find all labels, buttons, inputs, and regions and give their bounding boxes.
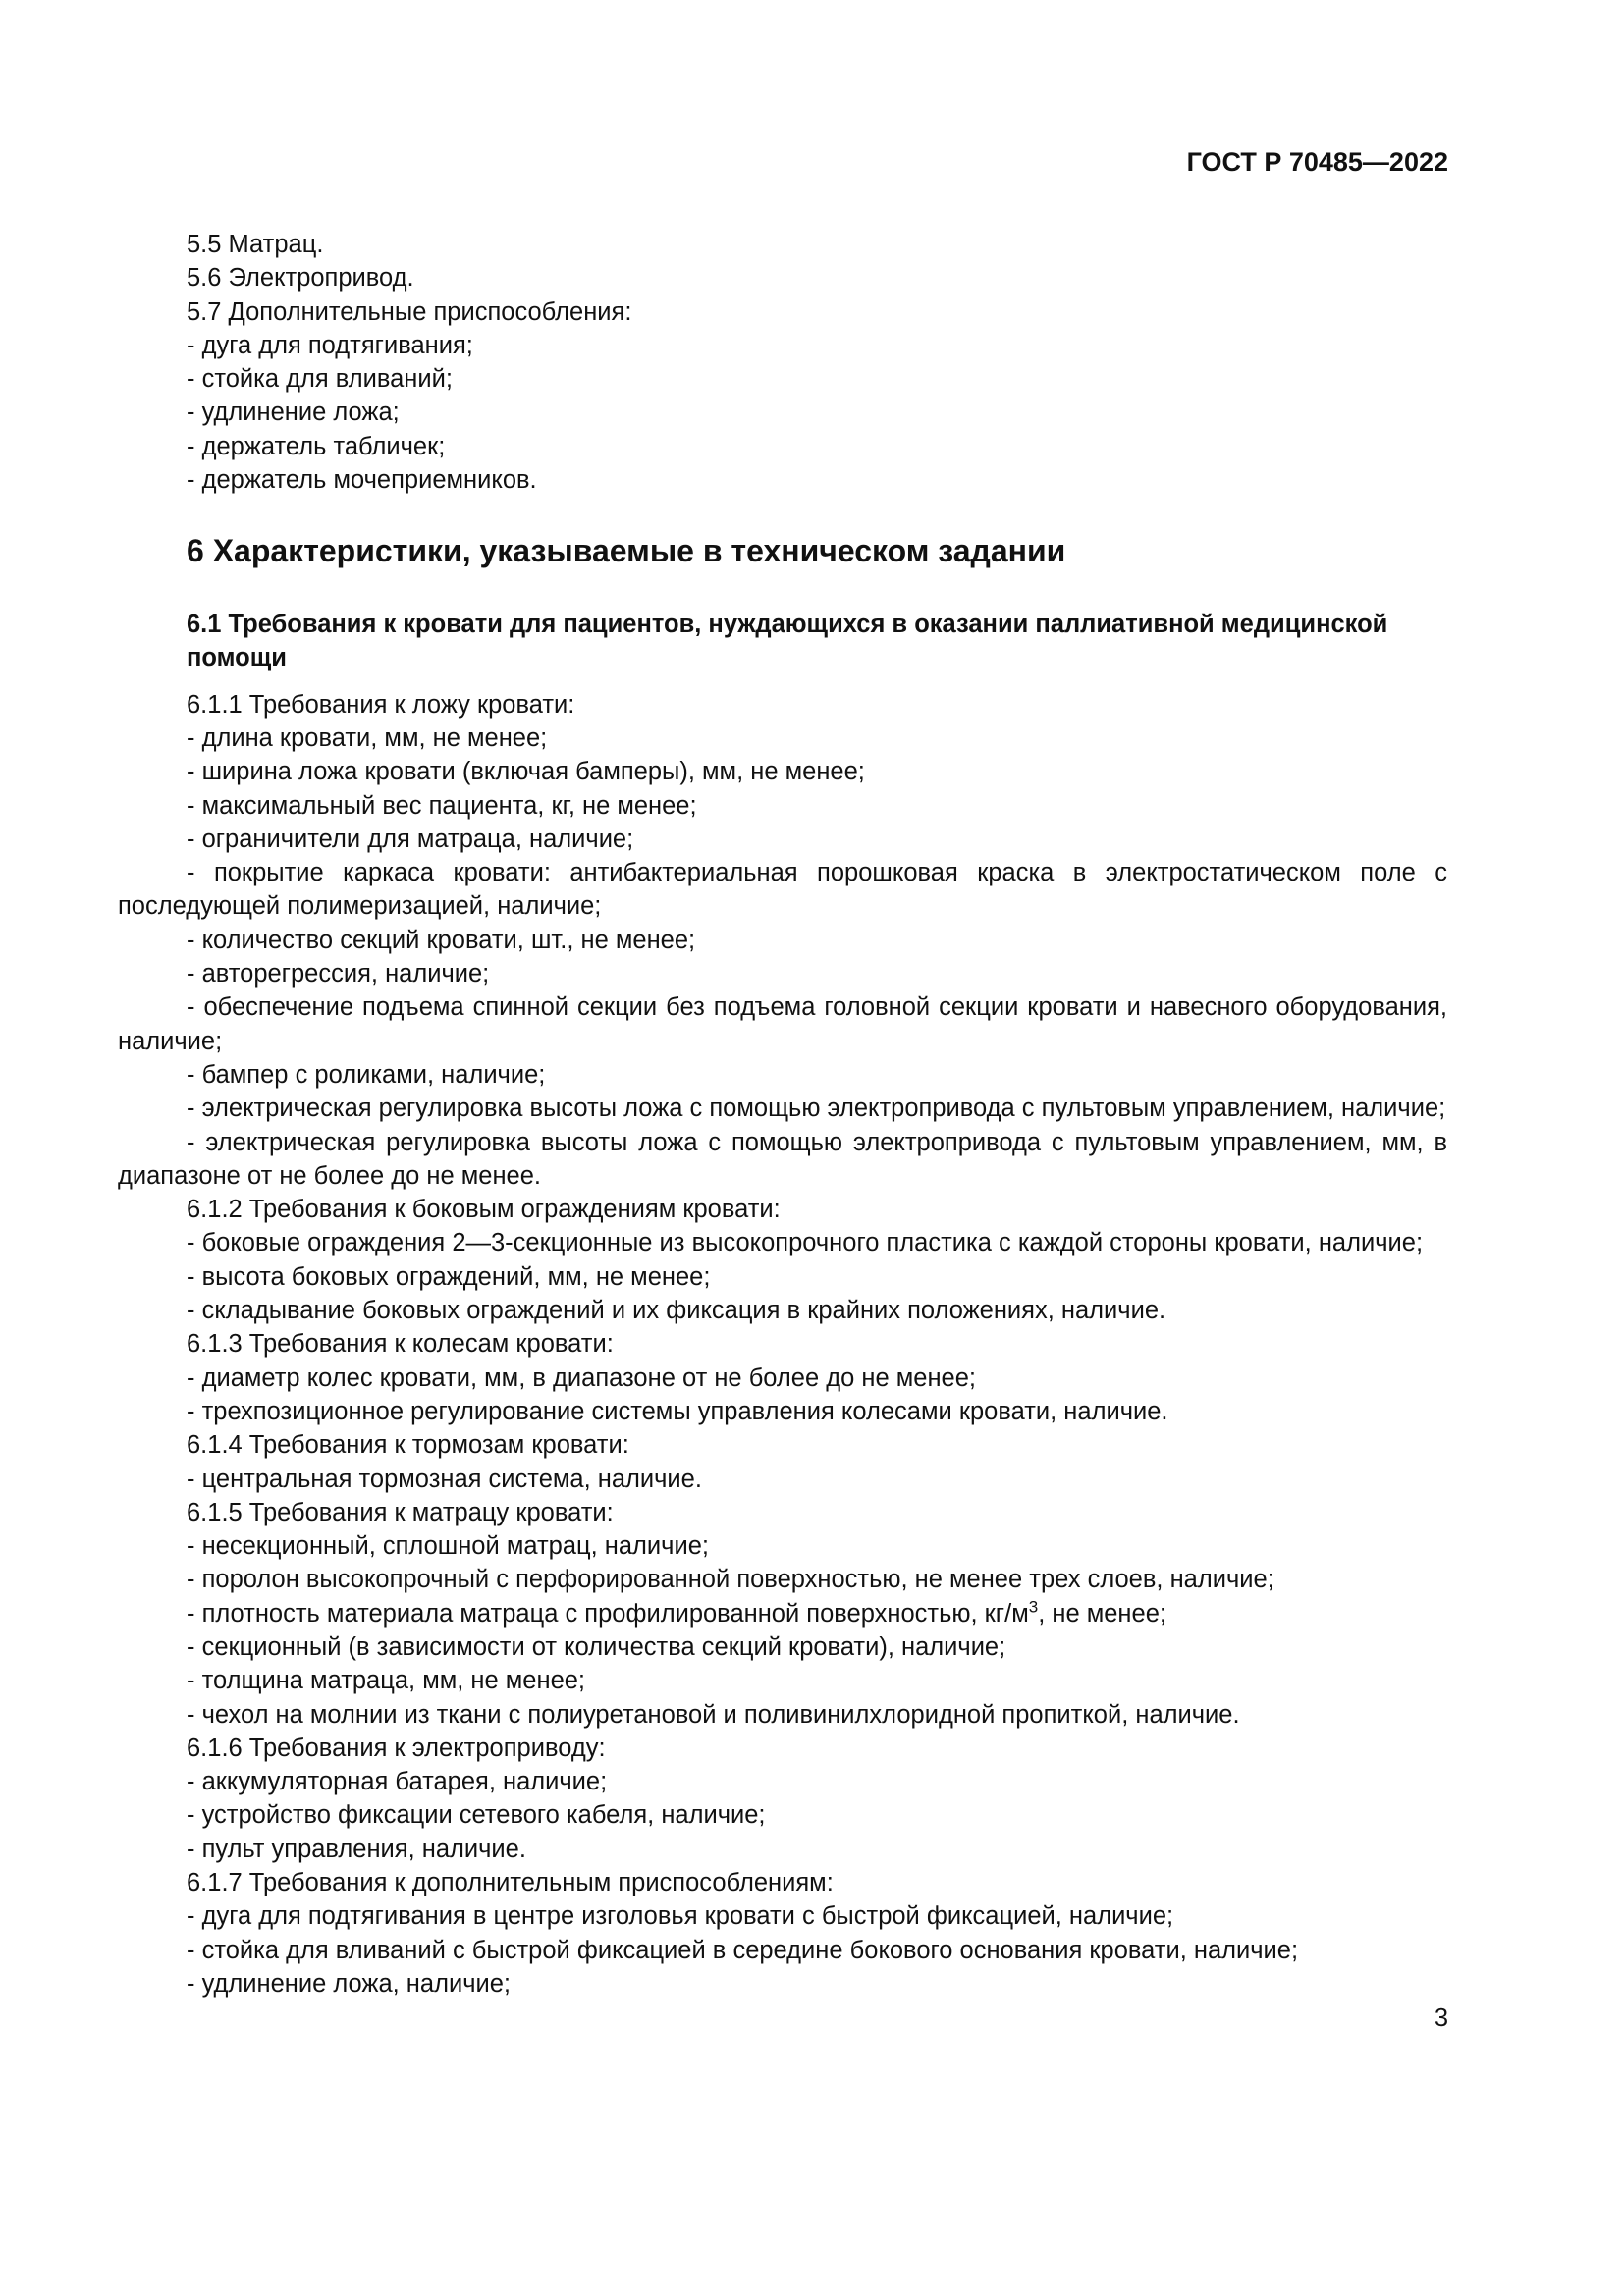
- body-line: - бампер с роликами, наличие;: [187, 1060, 546, 1089]
- body-paragraph: - электрическая регулировка высоты ложа с помощью электропривода с пультовым управлением, мм, в диапазоне от не более до не менее.: [118, 1128, 1447, 1190]
- body-line: - длина кровати, мм, не менее;: [187, 723, 548, 752]
- body-line: - стойка для вливаний с быстрой фиксацией в середине бокового основания кровати, наличие;: [187, 1936, 1299, 1964]
- body-paragraph: - обеспечение подъема спинной секции без подъема головной секции кровати и навесного оборудования, наличие;: [118, 993, 1447, 1055]
- body-line-density: [118, 1597, 1447, 1630]
- section-6-1-heading: 6.1 Требования к кровати для пациентов, нуждающихся в оказании паллиативной медицинской помощи: [187, 610, 1388, 671]
- body-line: - максимальный вес пациента, кг, не менее;: [187, 791, 697, 820]
- density-text: - плотность материала матраца с профилированной поверхностью, кг/м: [187, 1599, 1029, 1628]
- body-paragraph: - покрытие каркаса кровати: антибактериальная порошковая краска в электростатическом поле с последующей полимеризацией, наличие;: [118, 859, 1447, 921]
- intro-line: 5.5 Матрац.: [187, 231, 324, 258]
- body-line: - центральная тормозная система, наличие.: [187, 1465, 702, 1493]
- body-line: - удлинение ложа, наличие;: [187, 1969, 511, 1998]
- body-line: - складывание боковых ограждений и их фиксация в крайних положениях, наличие.: [187, 1297, 1166, 1325]
- body-paragraph: - боковые ограждения 2—3-секционные из высокопрочного пластика с каждой стороны кровати, наличие;: [187, 1229, 1424, 1257]
- body-line: 6.1.2 Требования к боковым ограждениям кровати:: [187, 1196, 781, 1224]
- body-line: - устройство фиксации сетевого кабеля, наличие;: [187, 1801, 766, 1830]
- body-line: - несекционный, сплошной матрац, наличие;: [187, 1532, 709, 1561]
- superscript-3: 3: [1028, 1597, 1039, 1617]
- page-content: [118, 228, 1447, 2001]
- body-line: 6.1.6 Требования к электроприводу:: [187, 1734, 606, 1762]
- page-number: 3: [1434, 2004, 1448, 2032]
- intro-line: - удлинение ложа;: [187, 399, 400, 427]
- body-line: - ширина ложа кровати (включая бамперы), мм, не менее;: [187, 758, 865, 786]
- intro-line: - дуга для подтягивания;: [187, 331, 473, 359]
- body-line: 6.1.1 Требования к ложу кровати:: [187, 690, 575, 719]
- density-text-end: , не менее;: [1038, 1599, 1166, 1628]
- body-line: 6.1.3 Требования к колесам кровати:: [187, 1330, 614, 1359]
- body-line: - аккумуляторная батарея, наличие;: [187, 1768, 608, 1796]
- body-line: - дуга для подтягивания в центре изголовья кровати с быстрой фиксацией, наличие;: [187, 1902, 1174, 1931]
- body-line: - секционный (в зависимости от количества секций кровати), наличие;: [187, 1632, 1006, 1661]
- body-line: - количество секций кровати, шт., не менее;: [187, 926, 696, 954]
- intro-line: - держатель табличек;: [187, 432, 446, 460]
- body-paragraph: - электрическая регулировка высоты ложа с помощью электропривода с пультовым управлением, наличие;: [187, 1095, 1446, 1123]
- intro-line: 5.7 Дополнительные приспособления:: [187, 297, 632, 326]
- section-6-heading: 6 Характеристики, указываемые в техническом задании: [187, 533, 1066, 569]
- body-line: 6.1.7 Требования к дополнительным приспособлениям:: [187, 1869, 834, 1897]
- body-line: - авторегрессия, наличие;: [187, 960, 490, 988]
- body-line: - толщина матраца, мм, не менее;: [187, 1667, 586, 1695]
- intro-line: - держатель мочеприемников.: [187, 466, 537, 495]
- body-line: - трехпозиционное регулирование системы управления колесами кровати, наличие.: [187, 1397, 1168, 1425]
- body-line: - поролон высокопрочный с перфорированной поверхностью, не менее трех слоев, наличие;: [187, 1566, 1274, 1594]
- intro-line: - стойка для вливаний;: [187, 365, 453, 394]
- body-line: 6.1.5 Требования к матрацу кровати:: [187, 1498, 614, 1526]
- intro-line: 5.6 Электропривод.: [187, 264, 414, 293]
- body-line: - чехол на молнии из ткани с полиуретановой и поливинилхлоридной пропиткой, наличие.: [187, 1700, 1240, 1729]
- document-header-code: ГОСТ Р 70485—2022: [1186, 147, 1448, 177]
- body-line: - пульт управления, наличие.: [187, 1835, 526, 1863]
- body-line: 6.1.4 Требования к тормозам кровати:: [187, 1431, 629, 1460]
- body-line: - высота боковых ограждений, мм, не менее;: [187, 1262, 711, 1291]
- body-line: - ограничители для матраца, наличие;: [187, 825, 634, 853]
- body-line: - диаметр колес кровати, мм, в диапазоне от не более до не менее;: [187, 1363, 976, 1392]
